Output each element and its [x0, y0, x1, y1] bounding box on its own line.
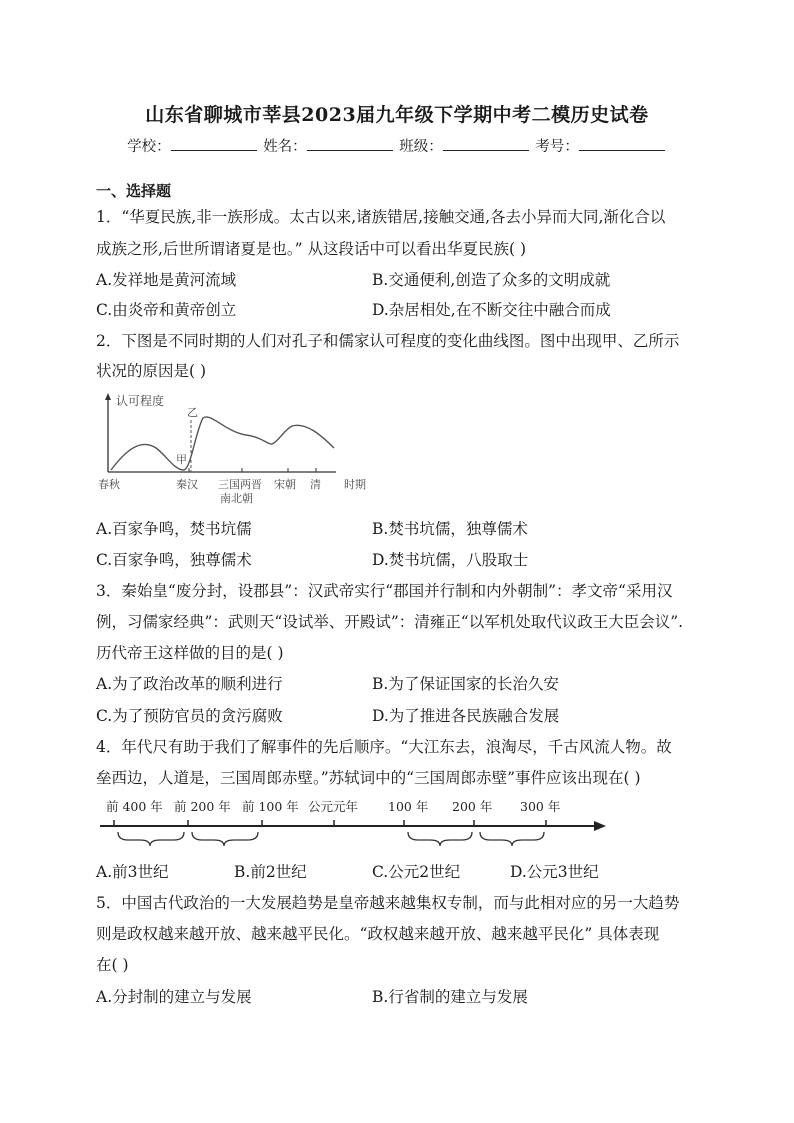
tick-bc100: 前 100 年	[242, 799, 299, 814]
q3-option-d[interactable]: D.为了推进各民族融合发展	[372, 707, 560, 725]
timeline-arrow	[594, 821, 606, 831]
class-blank[interactable]	[443, 136, 529, 151]
class-label: 班级：	[399, 139, 443, 155]
q2-option-a[interactable]: A.百家争鸣，焚书坑儒	[96, 520, 252, 538]
q3-stem-line3: 历代帝王这样做的目的是( )	[96, 644, 284, 662]
mark-jia: 甲	[176, 453, 187, 466]
school-label: 学校：	[127, 139, 171, 155]
q2-stem-line1: 2．下图是不同时期的人们对孔子和儒家认可程度的变化曲线图。图中出现甲、乙所示	[96, 332, 680, 350]
q1-option-c[interactable]: C.由炎帝和黄帝创立	[96, 301, 237, 319]
tick-ad100: 100 年	[388, 799, 429, 814]
q4-option-c[interactable]: C.公元2世纪	[372, 863, 461, 881]
q5-stem-line1: 5．中国古代政治的一大发展趋势是皇帝越来越集权专制，而与此相对应的另一大趋势	[96, 894, 680, 912]
timeline-ruler	[96, 796, 616, 850]
mark-yi: 乙	[187, 406, 198, 419]
q5-option-a[interactable]: A.分封制的建立与发展	[96, 988, 252, 1006]
tick-bc200: 前 200 年	[174, 799, 231, 814]
number-label: 考号：	[535, 139, 579, 155]
tick-qinhan: 秦汉	[176, 478, 198, 491]
q3-option-b[interactable]: B.为了保证国家的长治久安	[372, 675, 559, 693]
q4-option-d[interactable]: D.公元3世纪	[510, 863, 599, 881]
recognition-curve	[111, 417, 334, 470]
number-blank[interactable]	[579, 136, 665, 151]
q4-option-b[interactable]: B.前2世纪	[234, 863, 307, 881]
q1-option-d[interactable]: D.杂居相处,在不断交往中融合而成	[372, 301, 611, 319]
q1-option-a[interactable]: A.发祥地是黄河流域	[96, 271, 237, 289]
q3-option-a[interactable]: A.为了政治改革的顺利进行	[96, 675, 283, 693]
recognition-curve-chart	[96, 390, 386, 510]
q5-option-b[interactable]: B.行省制的建立与发展	[372, 988, 528, 1006]
tick-nanbeichao: 南北朝	[220, 492, 253, 505]
tick-ad200: 200 年	[452, 799, 493, 814]
y-axis-arrow	[105, 393, 111, 400]
section-heading: 一、选择题	[96, 182, 172, 200]
q2-option-d[interactable]: D.焚书坑儒，八股取士	[372, 551, 529, 569]
school-blank[interactable]	[171, 136, 257, 151]
q5-stem-line2: 则是政权越来越开放、越来越平民化。“政权越来越开放、越来越平民化” 具体表现	[96, 925, 660, 943]
name-blank[interactable]	[307, 136, 393, 151]
q3-option-c[interactable]: C.为了预防官员的贪污腐败	[96, 707, 283, 725]
y-axis-label: 认可程度	[116, 394, 165, 408]
q4-option-a[interactable]: A.前3世纪	[96, 863, 169, 881]
tick-ad300: 300 年	[520, 799, 561, 814]
q2-option-b[interactable]: B.焚书坑儒，独尊儒术	[372, 520, 528, 538]
q1-option-b[interactable]: B.交通便利,创造了众多的文明成就	[372, 271, 611, 289]
student-info-line	[0, 135, 794, 156]
tick-bc400: 前 400 年	[106, 799, 163, 814]
q2-option-c[interactable]: C.百家争鸣，独尊儒术	[96, 551, 252, 569]
tick-songchao: 宋朝	[274, 478, 296, 491]
tick-qing: 清	[310, 478, 321, 491]
q4-stem-line1: 4．年代尺有助于我们了解事件的先后顺序。“大江东去，浪淘尽，千古风流人物。故	[96, 738, 672, 756]
tick-chunqiu: 春秋	[98, 478, 120, 491]
q5-stem-line3: 在( )	[96, 956, 129, 974]
x-axis-label: 时期	[344, 478, 366, 491]
q1-stem-line2: 成族之形,后世所谓诸夏是也。” 从这段话中可以看出华夏民族( )	[96, 240, 527, 258]
tick-ad1: 公元元年	[308, 799, 359, 814]
exam-title: 山东省聊城市莘县2023届九年级下学期中考二模历史试卷	[145, 104, 649, 126]
name-label: 姓名：	[263, 139, 307, 155]
q3-stem-line2: 例，习儒家经典”：武则天“设试举、开殿试”：清雍正“以军机处取代议政王大臣会议”.	[96, 613, 684, 631]
q3-stem-line1: 3．秦始皇“废分封，设郡县”：汉武帝实行“郡国并行制和内外朝制”：孝文帝“采用汉	[96, 582, 673, 600]
timeline-braces	[118, 832, 544, 846]
tick-sanguo: 三国两晋	[218, 478, 262, 491]
q2-stem-line2: 状况的原因是( )	[96, 362, 207, 380]
q1-stem-line1: 1．“华夏民族,非一族形成。太古以来,诸族错居,接触交通,各去小异而大同,渐化合以	[96, 208, 666, 226]
q4-stem-line2: 垒西边，人道是，三国周郎赤壁。”苏轼词中的“三国周郎赤壁”事件应该出现在( )	[96, 769, 641, 787]
